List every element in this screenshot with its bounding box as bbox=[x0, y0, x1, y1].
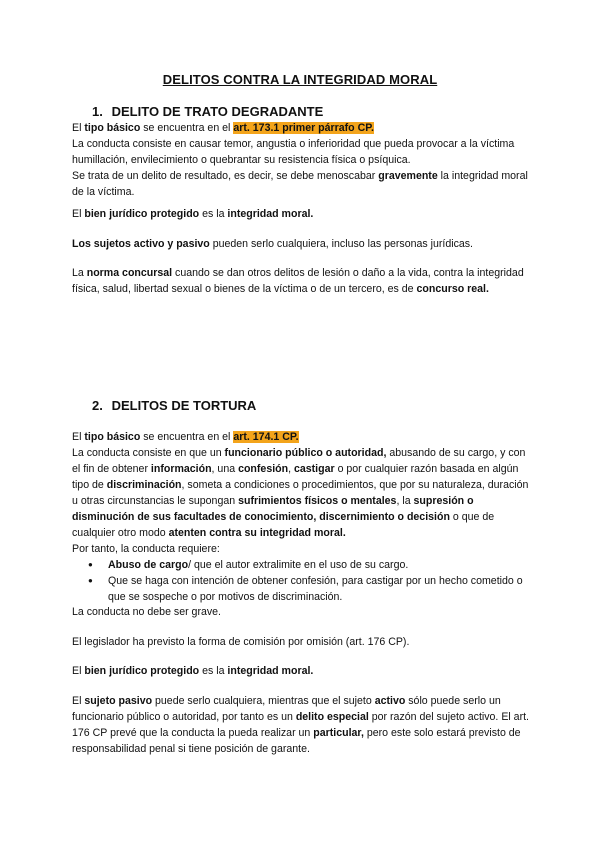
list-item: ● Que se haga con intención de obtener confesión, para castigar por un hecho cometido o que se sospeche o por motivos de discriminación. bbox=[72, 573, 532, 605]
s1-tipo-basico: El tipo básico se encuentra en el art. 173.1 primer párrafo CP. bbox=[72, 122, 374, 134]
section-2-title: DELITOS DE TORTURA bbox=[111, 398, 257, 413]
section-2-heading bbox=[92, 398, 256, 413]
s1-article-highlight: art. 173.1 primer párrafo CP. bbox=[233, 122, 374, 134]
s1-conducta: La conducta consiste en causar temor, angustia o inferioridad que pueda provocar a la víctima humillación, envilecimiento o quebrantar su resistencia física o psíquica. bbox=[72, 138, 515, 166]
section-1-heading bbox=[92, 104, 323, 119]
section-2-number: 2. bbox=[92, 398, 103, 413]
section-1-title: DELITO DE TRATO DEGRADANTE bbox=[111, 104, 324, 119]
s2-tipo-basico: El tipo básico se encuentra en el art. 174.1 CP. bbox=[72, 431, 299, 443]
list-item: ● Abuso de cargo/ que el autor extralimite en el uso de su cargo. bbox=[72, 557, 532, 573]
s1-sujetos: Los sujetos activo y pasivo pueden serlo cualquiera, incluso las personas jurídicas. bbox=[72, 238, 473, 250]
s2-bien-juridico: El bien jurídico protegido es la integridad moral. bbox=[72, 665, 314, 677]
s1-resultado: Se trata de un delito de resultado, es decir, se debe menoscabar gravemente la integridad moral de la víctima. bbox=[72, 170, 528, 198]
s2-sujeto: El sujeto pasivo puede serlo cualquiera, mientras que el sujeto activo sólo puede serlo un funcionario público o autoridad, por tanto es un delito especial por razón del sujeto activo. El art. 176 CP prevé que la conducta la pueda realizar un particular, pero este solo estará previsto de responsabilidad penal si tiene posición de garante. bbox=[72, 695, 529, 755]
s2-omision: El legislador ha previsto la forma de comisión por omisión (art. 176 CP). bbox=[72, 636, 410, 648]
s2-article-highlight: art. 174.1 CP. bbox=[233, 431, 299, 443]
section-1-number: 1. bbox=[92, 104, 103, 119]
section-2-body-a bbox=[72, 429, 532, 605]
page-title: DELITOS CONTRA LA INTEGRIDAD MORAL bbox=[162, 72, 438, 87]
s2-grave: La conducta no debe ser grave. bbox=[72, 606, 222, 618]
s2-conducta: La conducta consiste en que un funcionario público o autoridad, abusando de su cargo, y con el fin de obtener información, una confesión, castigar o por cualquier razón basada en algún tipo de discriminación, someta a condiciones o procedimientos, que por su naturaleza, duración u otras circunstancias le supongan sufrimientos físicos o mentales, la supresión o disminución de sus facultades de conocimiento, discernimiento o decisión o que de cualquier otro modo atenten contra su integridad moral. bbox=[72, 447, 529, 539]
s2-requiere: Por tanto, la conducta requiere: bbox=[72, 543, 220, 555]
s2-requirements-list bbox=[72, 557, 532, 605]
s1-norma-concursal: La norma concursal cuando se dan otros delitos de lesión o daño a la vida, contra la integridad física, salud, libertad sexual o bienes de la víctima o de un tercero, es de concurso real. bbox=[72, 267, 524, 295]
section-1-body-a bbox=[72, 120, 532, 200]
s1-bien-juridico: El bien jurídico protegido es la integridad moral. bbox=[72, 208, 314, 220]
